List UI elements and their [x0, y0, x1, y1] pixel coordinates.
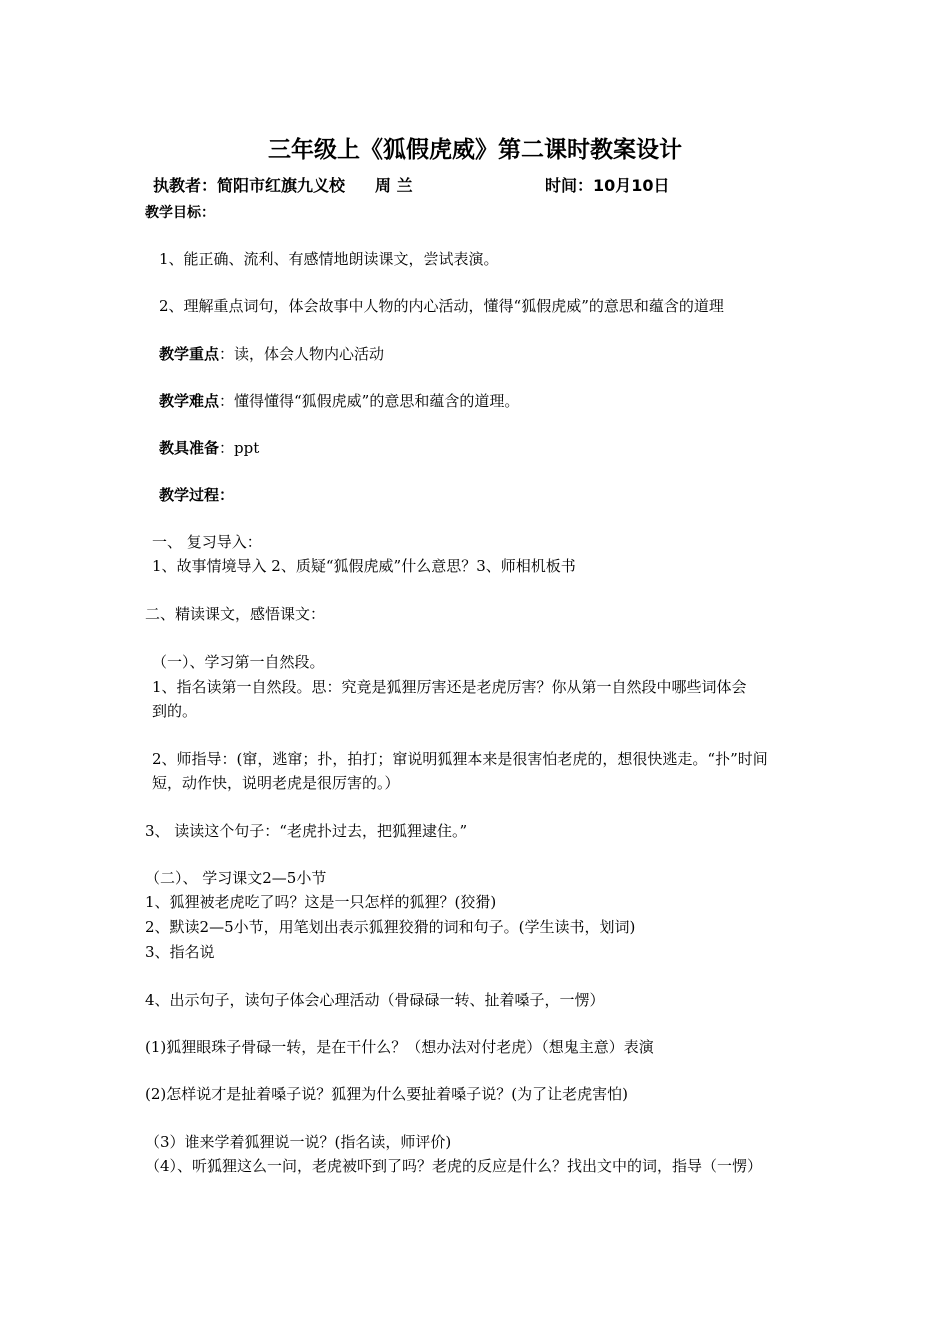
- part2-subitem: （3）谁来学着狐狸说一说？(指名读，师评价): [145, 1133, 452, 1151]
- date-value: 10月10日: [593, 176, 670, 195]
- objective-item: 2、理解重点词句，体会故事中人物的内心活动，懂得“狐假虎威”的意思和蕴含的道理: [159, 297, 724, 315]
- section1-items: 1、故事情境导入 2、质疑“狐假虎威”什么意思？3、师相机板书: [152, 557, 576, 575]
- materials-text: ：ppt: [219, 439, 260, 457]
- school-name: 简阳市红旗九义校: [217, 176, 346, 195]
- objective-item: 1、能正确、流利、有感情地朗读课文，尝试表演。: [159, 250, 499, 268]
- part2-item: 4、出示句子，读句子体会心理活动（骨碌碌一转、扯着嗓子，一愣）: [145, 991, 605, 1009]
- part2-subitem: （4）、听狐狸这么一问，老虎被吓到了吗？老虎的反应是什么？找出文中的词，指导（一愣）: [145, 1157, 763, 1175]
- teacher-name: 周 兰: [375, 176, 413, 195]
- time-label: 时间：: [545, 176, 594, 195]
- part1-item: 1、指名读第一自然段。思：究竟是狐狸厉害还是老虎厉害？你从第一自然段中哪些词体会: [152, 678, 747, 696]
- teacher-label: 执教者：: [153, 176, 218, 195]
- part2-item: 2、默读2—5小节，用笔划出表示狐狸狡猾的词和句子。(学生读书，划词): [145, 918, 636, 936]
- lesson-date: [545, 176, 670, 196]
- part1-heading: （一）、学习第一自然段。: [152, 653, 325, 671]
- key-point-label: 教学重点: [159, 345, 220, 363]
- difficulty: [159, 391, 519, 411]
- part2-subitem: (1)狐狸眼珠子骨碌一转，是在干什么？（想办法对付老虎）（想鬼主意）表演: [145, 1038, 654, 1056]
- part1-item-cont: 到的。: [152, 702, 198, 720]
- part2-item: 3、指名说: [145, 943, 215, 961]
- materials: [159, 438, 259, 458]
- objectives-heading: 教学目标：: [145, 205, 215, 221]
- part2-heading: （二）、 学习课文2—5小节: [145, 869, 327, 887]
- materials-label: 教具准备: [159, 439, 220, 457]
- document-title: 三年级上《狐假虎威》第二课时教案设计: [268, 137, 682, 163]
- part1-item-cont: 短，动作快，说明老虎是很厉害的。）: [152, 774, 400, 792]
- teacher-byline: [153, 176, 413, 196]
- section2-heading: 二、精读课文，感悟课文：: [145, 605, 326, 623]
- key-point: [159, 344, 384, 364]
- part1-item: 3、 读读这个句子：“老虎扑过去，把狐狸逮住。”: [145, 822, 468, 840]
- part2-subitem: (2)怎样说才是扯着嗓子说？狐狸为什么要扯着嗓子说？(为了让老虎害怕): [145, 1085, 628, 1103]
- difficulty-label: 教学难点: [159, 392, 220, 410]
- part1-item: 2、师指导：(窜，逃窜；扑，拍打；窜说明狐狸本来是很害怕老虎的，想很快逃走。“扑”时间: [152, 750, 768, 768]
- section1-heading: 一、 复习导入：: [152, 533, 262, 551]
- process-heading: 教学过程：: [159, 486, 235, 504]
- difficulty-text: ：懂得懂得“狐假虎威”的意思和蕴含的道理。: [219, 392, 520, 410]
- key-point-text: ：读，体会人物内心活动: [219, 345, 385, 363]
- part2-item: 1、狐狸被老虎吃了吗？这是一只怎样的狐狸？(狡猾): [145, 893, 497, 911]
